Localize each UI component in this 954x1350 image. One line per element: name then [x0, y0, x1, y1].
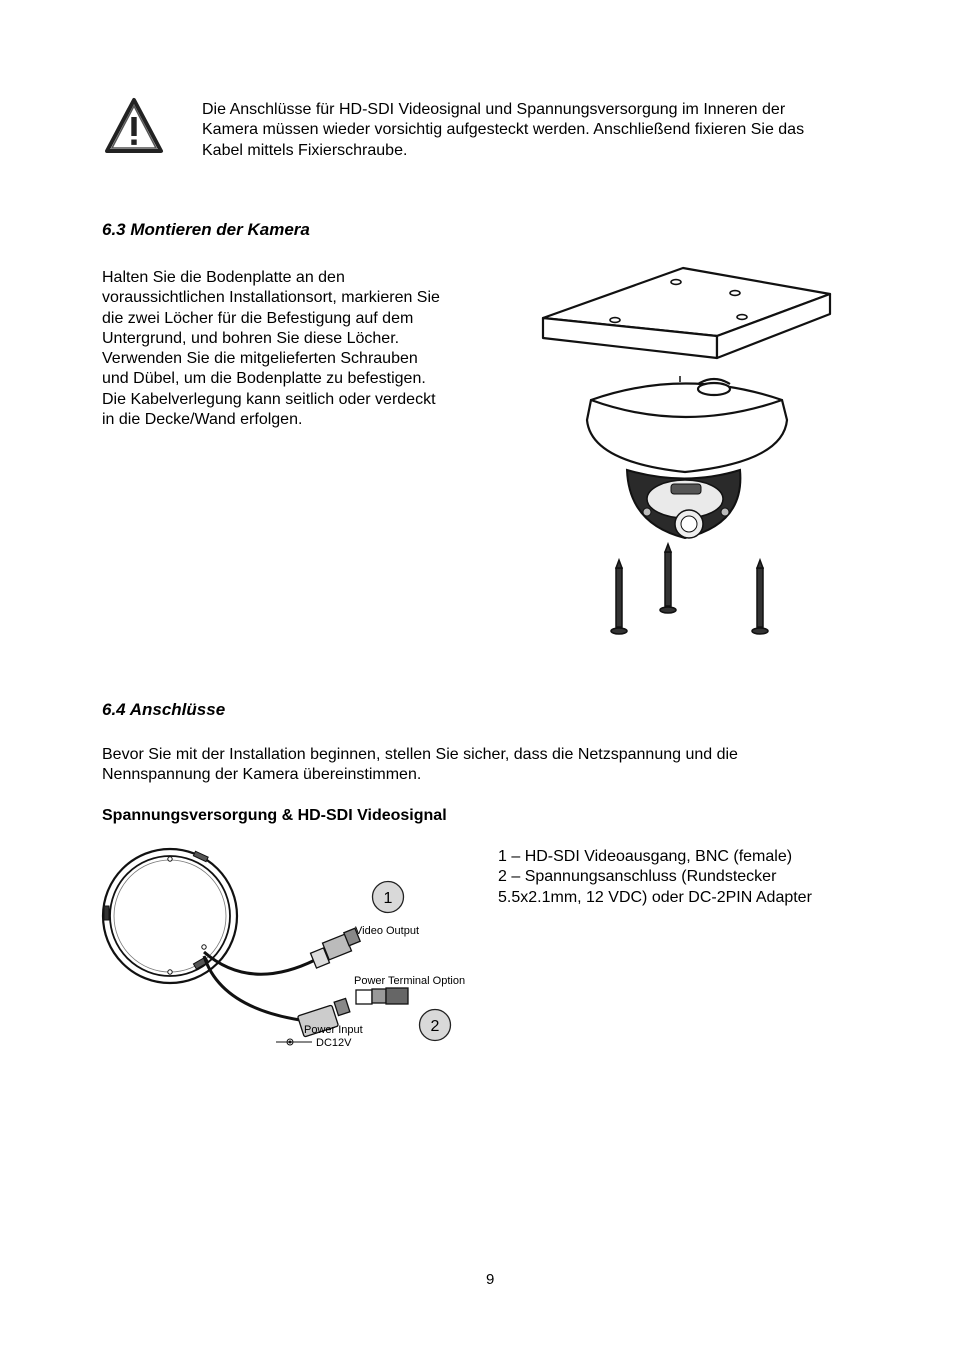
connection-diagram: [100, 842, 480, 1052]
legend-line: 1 – HD-SDI Videoausgang, BNC (female): [498, 848, 793, 865]
connection-legend: [498, 847, 898, 908]
dome-camera-mounting-illustration: [535, 262, 840, 642]
label-power-input: Power Input: [304, 1024, 363, 1036]
screws: [611, 544, 768, 634]
connect-line: Bevor Sie mit der Installation beginnen, stellen Sie sicher, dass die Netzspannung und die: [102, 746, 738, 763]
cables: [204, 952, 315, 1020]
section-heading-mount: 6.3 Montieren der Kamera: [102, 220, 310, 239]
dome-housing: [587, 376, 787, 472]
warning-triangle-icon: [104, 97, 164, 155]
warning-line: Die Anschlüsse für HD-SDI Videosignal und Spannungsversorgung im Inneren der: [202, 101, 786, 118]
connect-subheading: Spannungsversorgung & HD-SDI Videosignal: [102, 807, 447, 824]
warning-line: Kamera müssen wieder vorsichtig aufgesteckt werden. Anschließend fixieren Sie das: [202, 121, 805, 139]
mount-line: Verwenden Sie die mitgelieferten Schrauben: [102, 350, 418, 368]
mount-line: voraussichtlichen Installationsort, markieren Sie: [102, 289, 440, 307]
callout-2: [420, 1010, 451, 1041]
camera-ball: [627, 470, 740, 538]
mount-line: Die Kabelverlegung kann seitlich oder verdeckt: [102, 390, 436, 408]
callout-1-label: 1: [383, 890, 393, 907]
mount-paragraph: [102, 268, 502, 430]
connect-paragraph: [102, 745, 882, 786]
base-plate: [543, 268, 830, 358]
callout-1: [373, 882, 404, 913]
legend-line: 2 – Spannungsanschluss (Rundstecker: [498, 868, 777, 886]
label-dc12v: DC12V: [316, 1037, 352, 1049]
section-heading-connect: 6.4 Anschlüsse: [102, 700, 226, 719]
warning-text: [202, 100, 892, 161]
mount-line: Halten Sie die Bodenplatte an den: [102, 269, 345, 286]
page-number: 9: [486, 1271, 495, 1288]
warning-icon-wrap: [104, 97, 164, 155]
polarity-icon: [276, 1039, 312, 1045]
mount-line: in die Decke/Wand erfolgen.: [102, 411, 303, 429]
mount-line: Untergrund, und bohren Sie diese Löcher.: [102, 329, 400, 347]
mount-line: und Dübel, um die Bodenplatte zu befestigen.: [102, 370, 426, 388]
label-video-output: Video Output: [355, 925, 420, 937]
bnc-connector: [311, 928, 361, 968]
legend-line: 5.5x2.1mm, 12 VDC) oder DC-2PIN Adapter: [498, 888, 812, 906]
warning-line: Kabel mittels Fixierschraube.: [202, 141, 408, 159]
connect-line: Nennspannung der Kamera übereinstimmen.: [102, 766, 422, 784]
mount-line: die zwei Löcher für die Befestigung auf dem: [102, 309, 414, 327]
callout-2-label: 2: [430, 1018, 440, 1035]
label-power-terminal: Power Terminal Option: [354, 975, 466, 987]
